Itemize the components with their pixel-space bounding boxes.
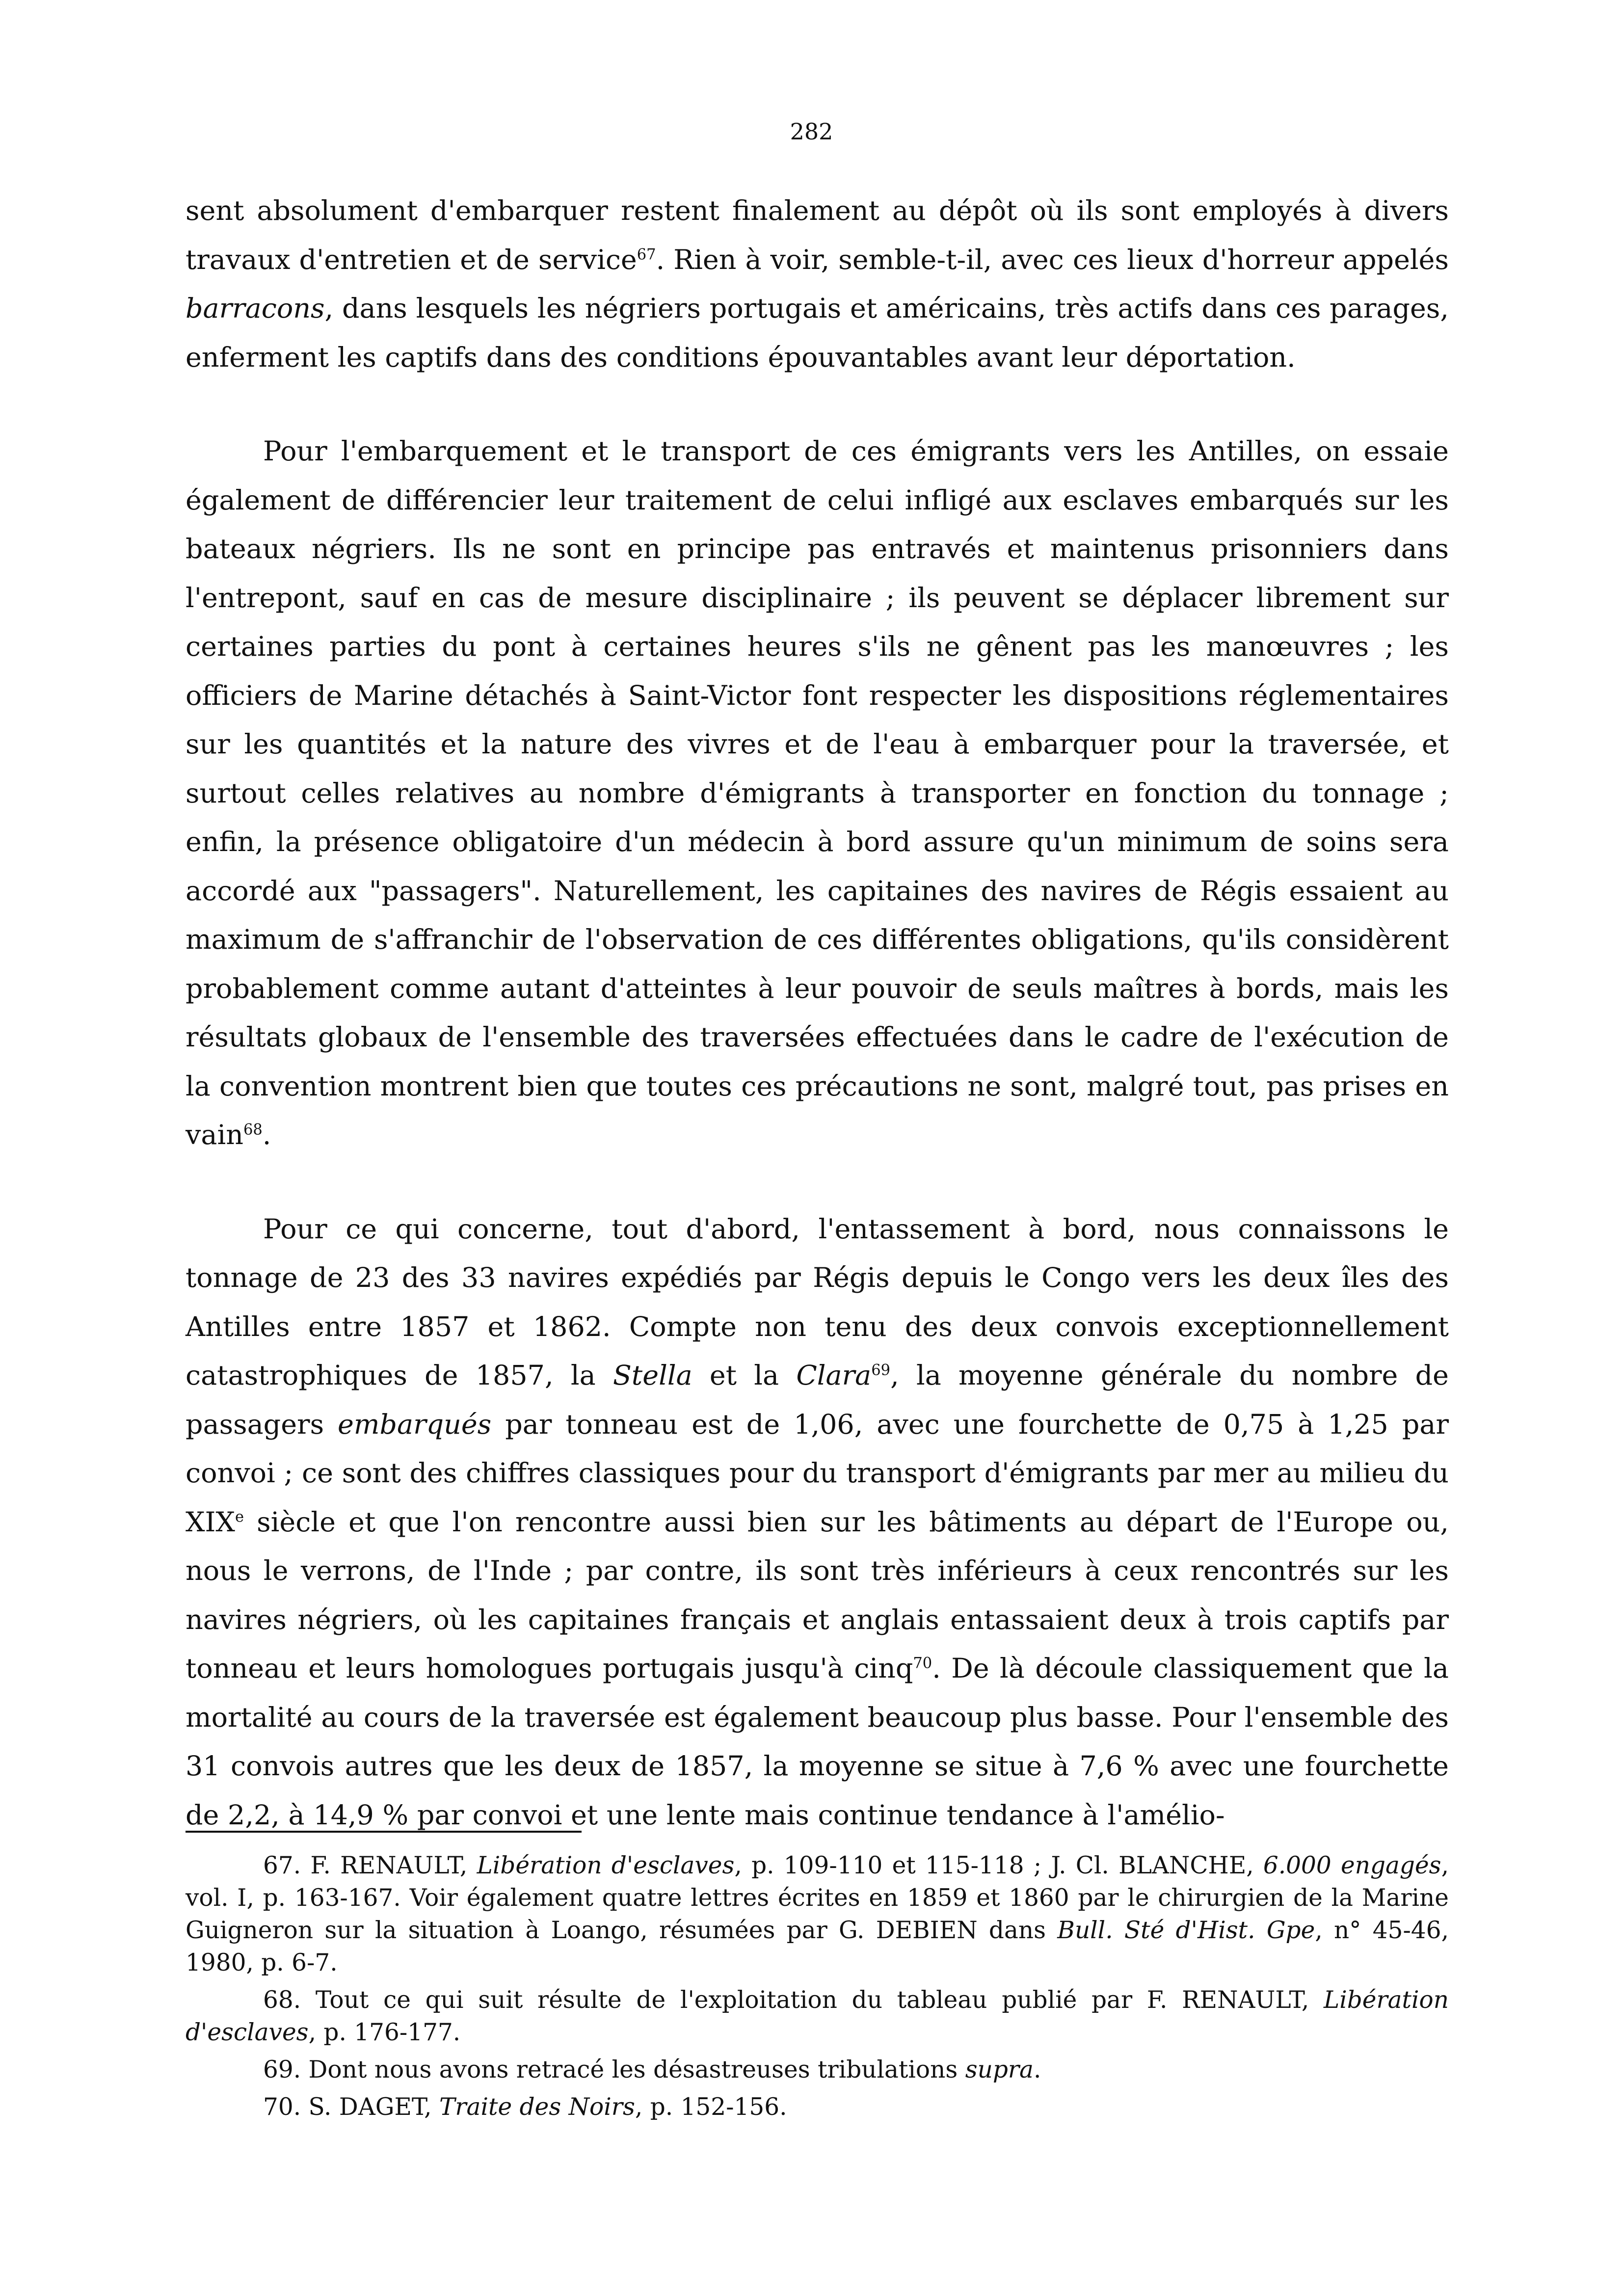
footnote-69 bbox=[186, 2054, 1449, 2086]
italic-run: Libération d'esclaves bbox=[477, 1852, 735, 1879]
footnote-ref: e bbox=[235, 1508, 244, 1525]
text-run: , la moyenne générale du nombre de passagers bbox=[186, 1360, 1449, 1441]
footnote-68 bbox=[186, 1984, 1449, 2049]
italic-run: Libération d'esclaves bbox=[186, 1986, 1449, 2046]
body-text bbox=[186, 187, 1449, 1840]
italic-run: Traite des Noirs bbox=[439, 2093, 635, 2121]
footnote-ref: 70 bbox=[913, 1655, 932, 1672]
text-run: . bbox=[1033, 2056, 1041, 2083]
italic-run: embarqués bbox=[338, 1408, 492, 1441]
text-run: 68. Tout ce qui suit résulte de l'exploitation du tableau publié par F. RENAULT, bbox=[263, 1986, 1324, 2014]
paragraph-crowding bbox=[186, 1205, 1449, 1840]
paragraph-embarkation bbox=[186, 427, 1449, 1160]
text-run: , vol. I, p. 163-167. Voir également quatre lettres écrites en 1859 et 1860 par le chirurgien de la Marine Guigneron sur la situation à Loango, résumées par G. DEBIEN dans bbox=[186, 1852, 1449, 1944]
italic-run: Stella bbox=[612, 1360, 692, 1391]
footnotes bbox=[186, 1849, 1449, 2123]
text-run: , n° 45-46, 1980, p. 6-7. bbox=[186, 1917, 1449, 1976]
italic-run: supra bbox=[965, 2056, 1034, 2083]
text-run: , dans lesquels les négriers portugais et américains, très actifs dans ces parages, enferment les captifs dans des conditions épouvantables avant leur déportation. bbox=[186, 293, 1449, 374]
text-run: et la bbox=[692, 1360, 797, 1391]
italic-run: Clara bbox=[796, 1360, 872, 1391]
text-run: , p. 109-110 et 115-118 ; J. Cl. BLANCHE, bbox=[734, 1852, 1263, 1879]
page-number: 282 bbox=[790, 118, 833, 145]
text-run: sent absolument d'embarquer restent finalement au dépôt où ils sont employés à divers travaux d'entretien et de service bbox=[186, 195, 1449, 276]
footnote-ref: 69 bbox=[871, 1362, 891, 1379]
text-run: Pour l'embarquement et le transport de ces émigrants vers les Antilles, on essaie également de différencier leur traitement de celui infligé aux esclaves embarqués sur les bateaux négriers. Ils ne sont en principe pas entravés et maintenus prisonniers dans l'entrepont, sauf en cas de mesure disciplinaire ; ils peuvent se déplacer librement sur certaines parties du pont à certaines heures s'ils ne gênent pas les manœuvres ; les officiers de Marine détachés à Saint-Victor font respecter les dispositions réglementaires sur les quantités et la nature des vivres et de l'eau à embarquer pour la traversée, et surtout celles relatives au nombre d'émigrants à transporter en fonction du tonnage ; enfin, la présence obligatoire d'un médecin à bord assure qu'un minimum de soins sera accordé aux "passagers". Naturellement, les capitaines des navires de Régis essaient au maximum de s'affranchir de l'observation de ces différentes obligations, qu'ils considèrent probablement comme autant d'atteintes à leur pouvoir de seuls maîtres à bords, mais les résultats globaux de l'ensemble des traversées effectuées dans le cadre de l'exécution de la convention montrent bien que toutes ces précautions ne sont, malgré tout, pas prises en vain bbox=[186, 435, 1449, 1151]
text-run: siècle et que l'on rencontre aussi bien sur les bâtiments au départ de l'Europe ou, nous le verrons, de l'Inde ; par contre, ils sont très inférieurs à ceux rencontrés sur les navires négriers, où les capitaines français et anglais entassaient deux à trois captifs par tonneau et leurs homologues portugais jusqu'à cinq bbox=[186, 1506, 1449, 1684]
text-run: , p. 176-177. bbox=[308, 2019, 461, 2046]
text-run: par tonneau est de 1,06, avec une fourchette de 0,75 à 1,25 par convoi ; ce sont des chiffres classiques pour du transport d'émigrants par mer au milieu du XIX bbox=[186, 1408, 1449, 1538]
italic-run: Bull. Sté d'Hist. Gpe bbox=[1057, 1917, 1315, 1944]
text-run: . Rien à voir, semble-t-il, avec ces lieux d'horreur appelés bbox=[656, 243, 1449, 276]
footnote-ref: 68 bbox=[243, 1121, 263, 1139]
footnote-67 bbox=[186, 1849, 1449, 1979]
footnote-separator bbox=[186, 1831, 582, 1833]
text-run: . De là découle classiquement que la mortalité au cours de la traversée est également beaucoup plus basse. Pour l'ensemble des 31 convois autres que les deux de 1857, la moyenne se situe à 7,6 % avec une fourchette de 2,2, à 14,9 % par convoi et une lente mais continue tendance à l'amélio- bbox=[186, 1653, 1449, 1831]
italic-run: barracons bbox=[186, 293, 325, 324]
text-run: . bbox=[262, 1119, 271, 1151]
text-run: , p. 152-156. bbox=[635, 2093, 787, 2121]
text-run: Pour ce qui concerne, tout d'abord, l'entassement à bord, nous connaissons le tonnage de 23 des 33 navires expédiés par Régis depuis le Congo vers les deux îles des Antilles entre 1857 et 1862. Compte non tenu des deux convois exceptionnellement catastrophiques de 1857, la bbox=[186, 1213, 1449, 1391]
text-run: 69. Dont nous avons retracé les désastreuses tribulations bbox=[263, 2056, 965, 2083]
paragraph-continued bbox=[186, 187, 1449, 382]
footnote-70 bbox=[186, 2091, 1449, 2123]
italic-run: 6.000 engagés bbox=[1263, 1852, 1441, 1879]
text-run: 67. F. RENAULT, bbox=[263, 1852, 477, 1879]
text-run: 70. S. DAGET, bbox=[263, 2093, 439, 2121]
footnote-ref: 67 bbox=[637, 246, 656, 263]
